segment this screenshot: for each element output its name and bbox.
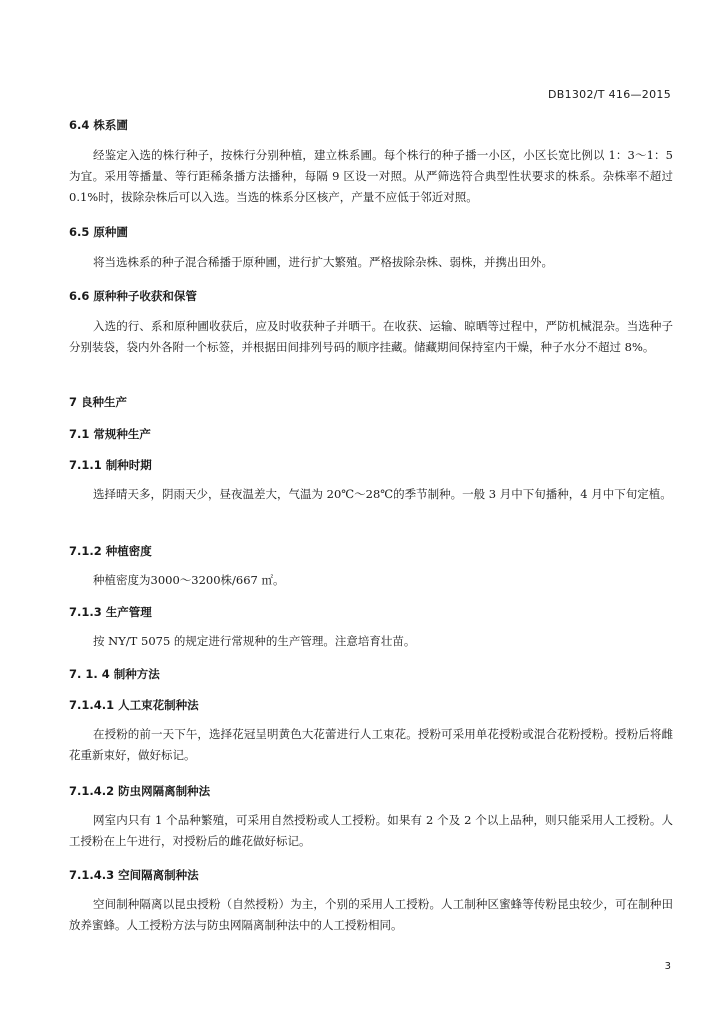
heading-7-1-1: 7.1.1 制种时期 [69, 458, 152, 472]
heading-7-1-4-2: 7.1.4.2 防虫网隔离制种法 [69, 784, 211, 798]
paragraph-7-1-4-1: 在授粉的前一天下午，选择花冠呈明黄色大花蕾进行人工束花。授粉可采用单花授粉或混合花粉授粉。授粉后将雌花重新束好，做好标记。 [69, 727, 673, 762]
heading-7-1-4-1: 7.1.4.1 人工束花制种法 [69, 698, 199, 712]
heading-7-1: 7.1 常规种生产 [69, 427, 151, 441]
heading-6-4: 6.4 株系圃 [69, 118, 128, 132]
paragraph-6-5: 将当选株系的种子混合稀播于原种圃，进行扩大繁殖。严格拔除杂株、弱株，并携出田外。 [93, 255, 553, 269]
paragraph-7-1-2: 种植密度为3000～3200株/667 ㎡。 [93, 573, 285, 587]
paragraph-7-1-1: 选择晴天多，阴雨天少，昼夜温差大，气温为 20℃～28℃的季节制种。一般 3 月中下旬播种，4 月中下旬定植。 [93, 487, 672, 501]
paragraph-7-1-4-2: 网室内只有 1 个品种繁殖，可采用自然授粉或人工授粉。如果有 2 个及 2 个以上品种，则只能采用人工授粉。人工授粉在上午进行，对授粉后的雌花做好标记。 [69, 813, 673, 848]
document-code: DB1302/T 416—2015 [547, 88, 671, 101]
heading-7-1-2: 7.1.2 种植密度 [69, 544, 152, 558]
paragraph-7-1-3: 按 NY/T 5075 的规定进行常规种的生产管理。注意培育壮苗。 [93, 634, 416, 648]
heading-6-6: 6.6 原种种子收获和保管 [69, 289, 197, 303]
heading-7-1-3: 7.1.3 生产管理 [69, 605, 152, 619]
paragraph-7-1-4-3: 空间制种隔离以昆虫授粉（自然授粉）为主，个别的采用人工授粉。人工制种区蜜蜂等传粉昆虫较少，可在制种田放养蜜蜂。人工授粉方法与防虫网隔离制种法中的人工授粉相同。 [69, 897, 673, 932]
paragraph-6-4: 经鉴定入选的株行种子，按株行分别种植，建立株系圃。每个株行的种子播一小区，小区长宽比例以 1：3～1：5 为宜。采用等播量、等行距稀条播方法播种，每隔 9 区设一对照。从严筛选符合典型性状要求的株系。杂株率不超过 0.1%时，拔除杂株后可以入选。当选的株系分区核产，产量不应低于邻近对照。 [69, 148, 673, 204]
page-number: 3 [664, 961, 671, 972]
heading-7-1-4-3: 7.1.4.3 空间隔离制种法 [69, 868, 199, 882]
heading-6-5: 6.5 原种圃 [69, 225, 128, 239]
heading-7-1-4: 7. 1. 4 制种方法 [69, 667, 160, 681]
heading-7: 7 良种生产 [69, 395, 128, 409]
paragraph-6-6: 入选的行、系和原种圃收获后，应及时收获种子并晒干。在收获、运输、晾晒等过程中，严防机械混杂。当选种子分别装袋，袋内外各附一个标签，并根据田间排列号码的顺序挂藏。储藏期间保持室内干燥，种子水分不超过 8%。 [69, 319, 673, 354]
